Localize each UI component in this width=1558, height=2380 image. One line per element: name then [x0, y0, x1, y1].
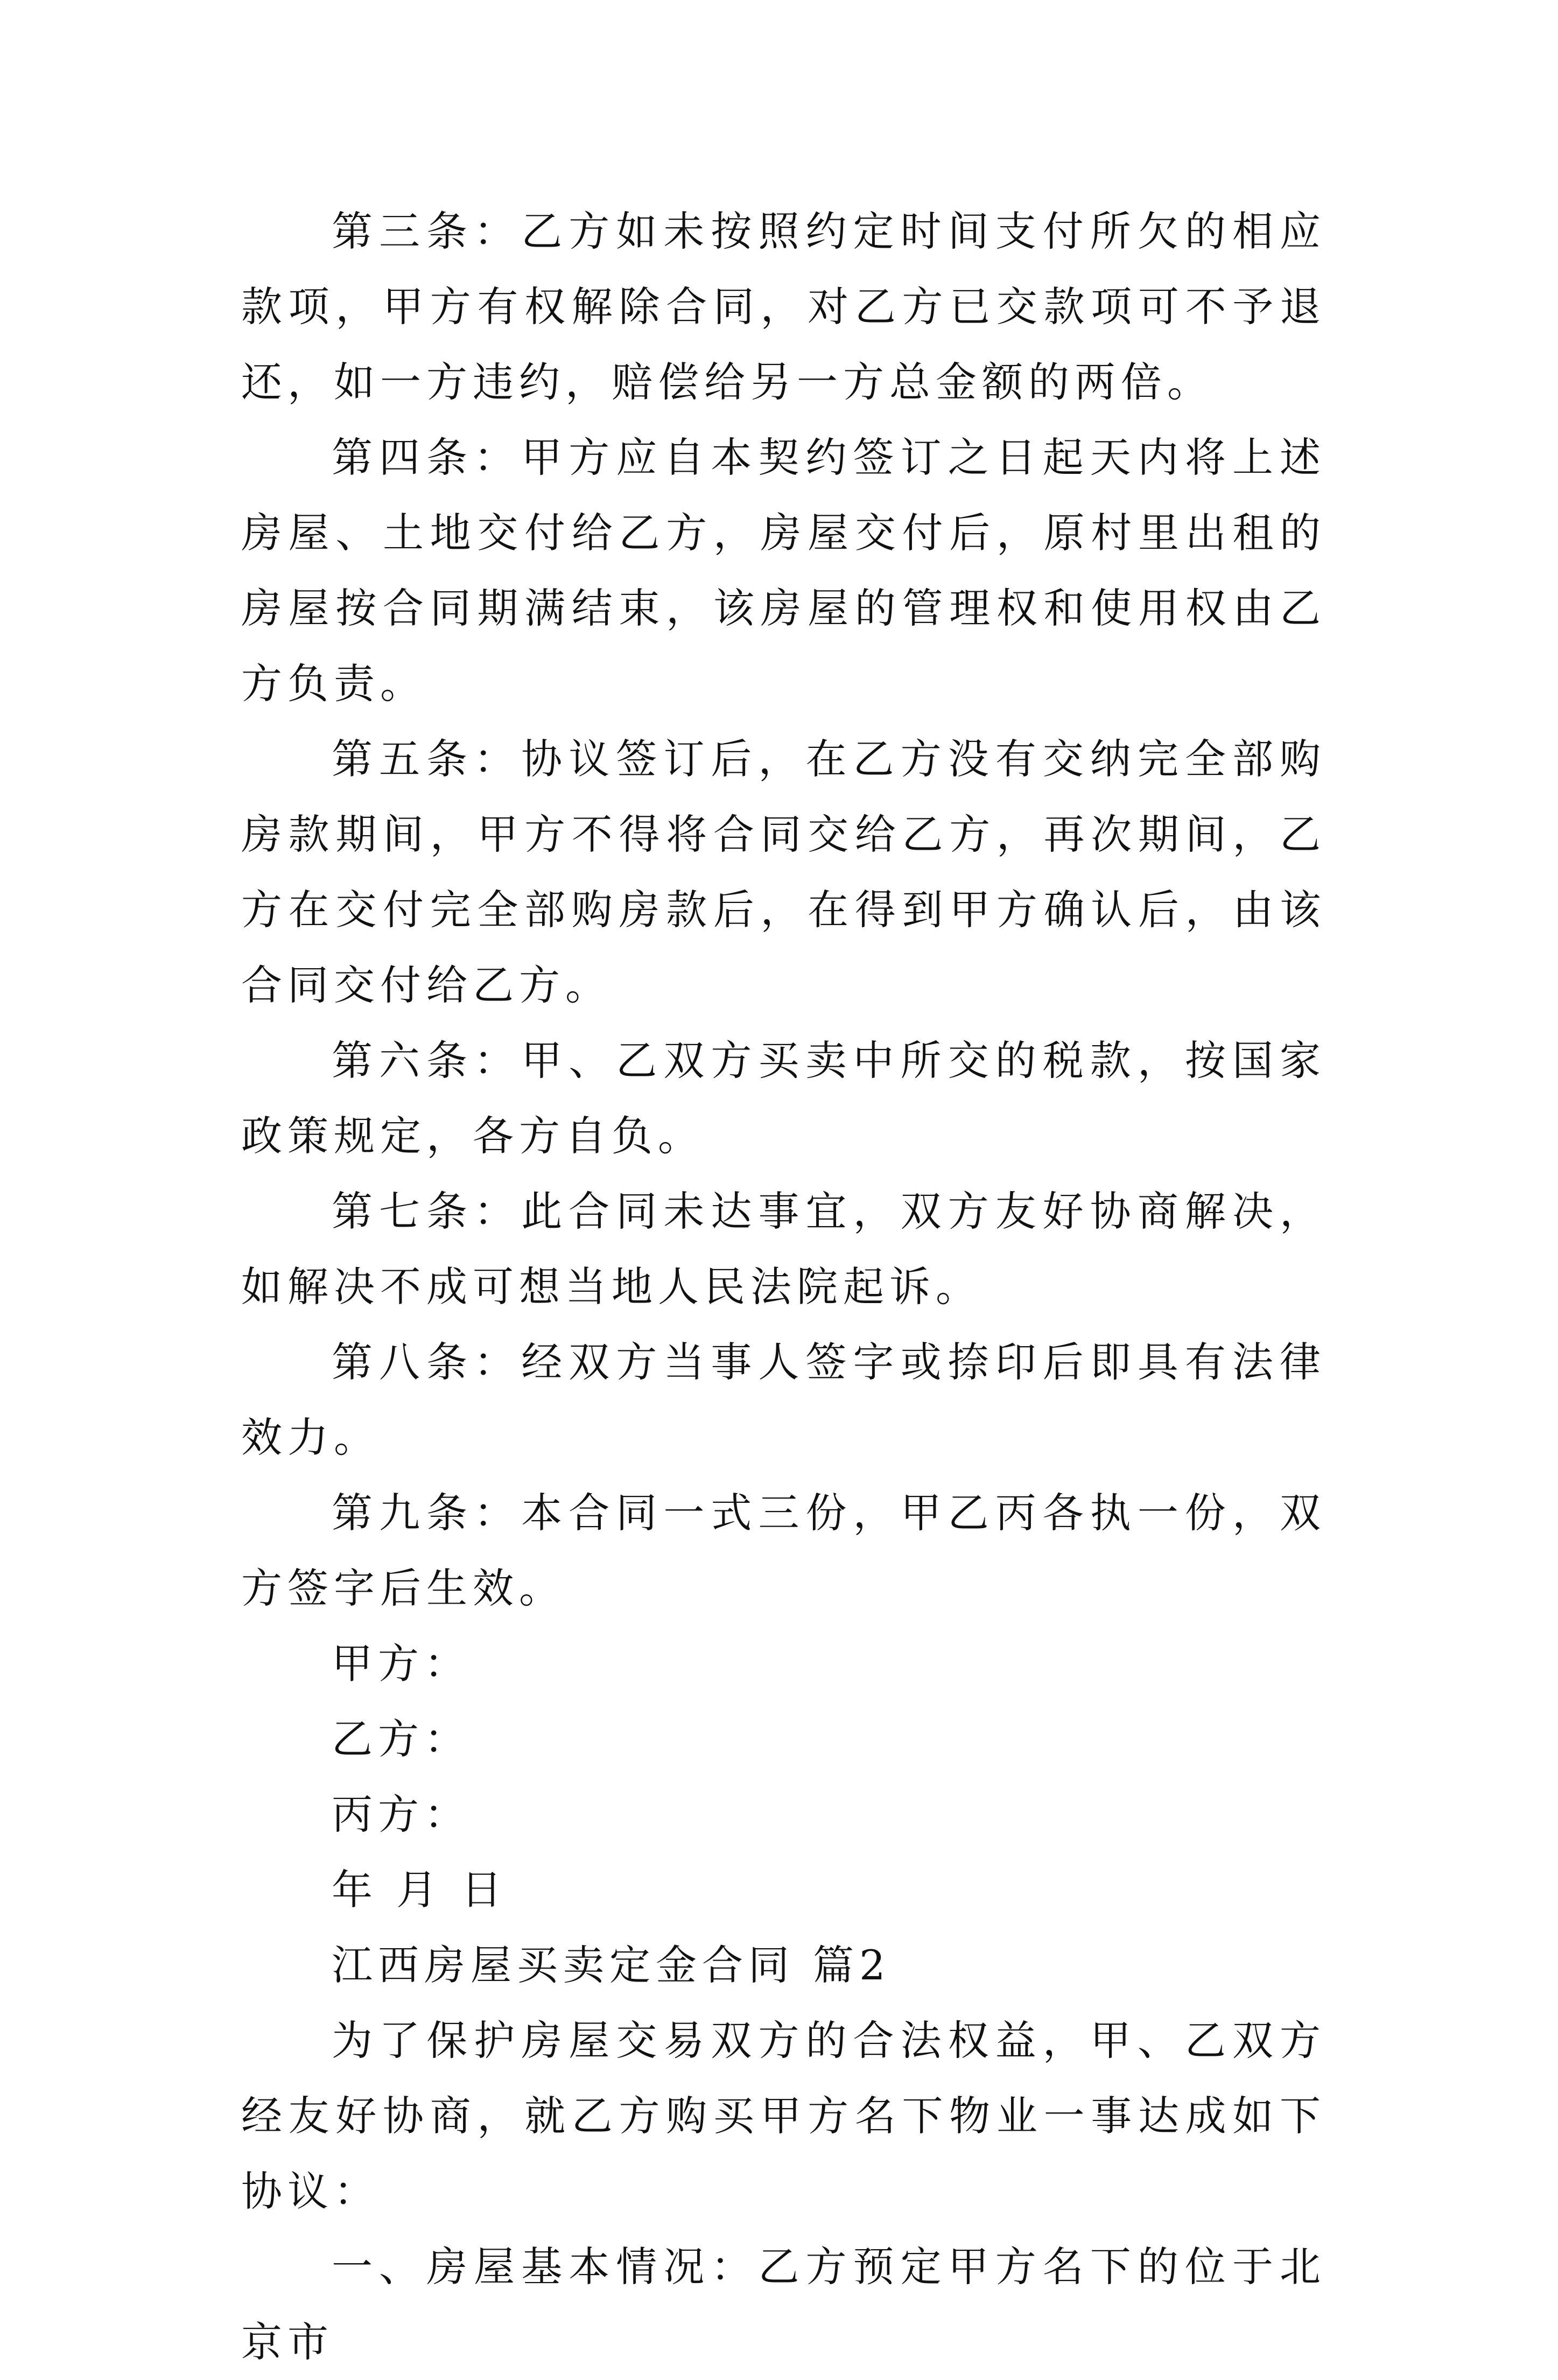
paragraph-preamble: 为了保护房屋交易双方的合法权益，甲、乙双方经友好协商，就乙方购买甲方名下物业一事达成如下协议：	[241, 2017, 1326, 2215]
paragraph-clause-1: 一、房屋基本情况：乙方预定甲方名下的位于北京市	[241, 2243, 1326, 2366]
section-heading: 江西房屋买卖定金合同 篇2	[332, 1941, 891, 1989]
paragraph-article-7: 第七条：此合同未达事宜，双方友好协商解决，如解决不成可想当地人民法院起诉。	[241, 1187, 1326, 1311]
paragraph-article-8: 第八条：经双方当事人签字或捺印后即具有法律效力。	[241, 1338, 1326, 1461]
paragraph-article-5: 第五条：协议签订后，在乙方没有交纳完全部购房款期间，甲方不得将合同交给乙方，再次期间，乙方在交付完全部购房款后，在得到甲方确认后，由该合同交付给乙方。	[241, 735, 1326, 1009]
paragraph-article-9: 第九条：本合同一式三份，甲乙丙各执一份，双方签字后生效。	[241, 1489, 1326, 1612]
paragraph-article-4: 第四条：甲方应自本契约签订之日起天内将上述房屋、土地交付给乙方，房屋交付后，原村里出租的房屋按合同期满结束，该房屋的管理权和使用权由乙方负责。	[241, 433, 1326, 708]
document-body	[241, 194, 1326, 2380]
signature-date: 年 月 日	[332, 1866, 508, 1914]
paragraph-article-3: 第三条：乙方如未按照约定时间支付所欠的相应款项，甲方有权解除合同，对乙方已交款项可不予退还，如一方违约，赔偿给另一方总金额的两倍。	[241, 207, 1326, 406]
paragraph-article-6: 第六条：甲、乙双方买卖中所交的税款，按国家政策规定，各方自负。	[241, 1037, 1326, 1160]
signature-party-a: 甲方：	[332, 1640, 471, 1688]
signature-party-c: 丙方：	[332, 1790, 471, 1838]
signature-party-b: 乙方：	[332, 1715, 471, 1763]
